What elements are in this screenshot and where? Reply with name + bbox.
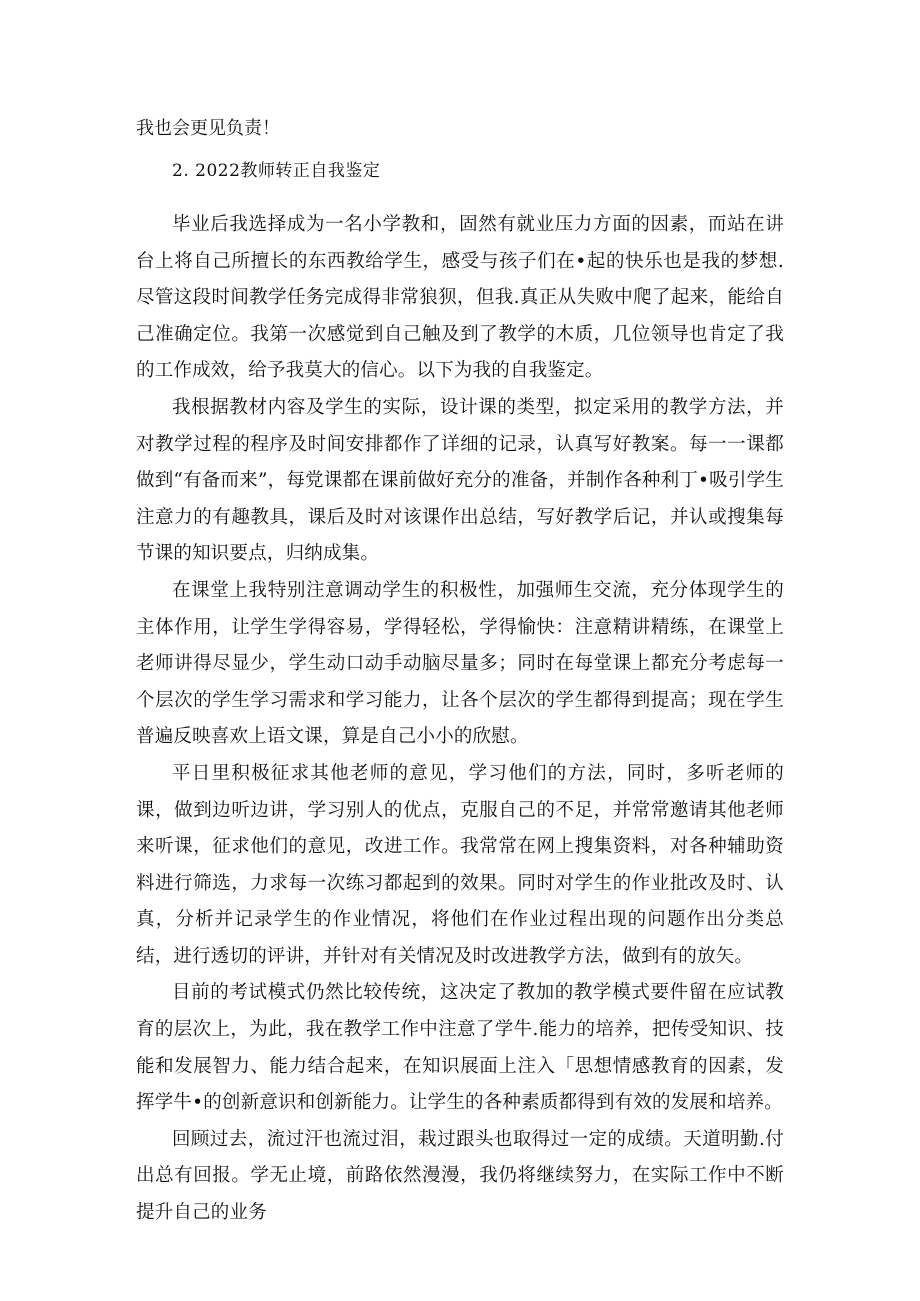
section-heading: 2. 2022教师转正自我鉴定 xyxy=(172,161,381,181)
paragraph-lesson-prep: 我根据教材内容及学生的实际，设计课的类型，拟定采用的教学方法，并对教学过程的程序及时间安排都作了详细的记录，认真写好教案。每一一课都做到“有备而来”，每党课都在课前做好充分的准备，并制作各种利丁•吸引学生注意力的有趣教具，课后及时对该课作出总结，写好教学后记，并认或搜集每节课的知识要点，归纳成集。 xyxy=(136,396,784,565)
continuation-line: 我也会更见负责！ xyxy=(136,118,280,139)
paragraph-review: 回顾过去，流过汗也流过泪，栽过跟头也取得过一定的成绩。天道明勤.付出总有回报。学无止境，前路依然漫漫，我仍将继续努力，在实际工作中不断提升自己的业务 xyxy=(136,1128,784,1224)
paragraph-classroom: 在课堂上我特别注意调动学生的积极性，加强师生交流，充分体现学生的主体作用，让学生学得容易，学得轻松，学得愉快：注意精讲精练，在课堂上老师讲得尽显少，学生动口动手动脑尽量多；同时在每堂课上都充分考虑每一个层次的学生学习需求和学习能力，让各个层次的学生都得到提高；现在学生普遍反映喜欢上语文课，算是自己小小的欣慰。 xyxy=(136,579,784,748)
paragraph-exam-mode: 目前的考试模式仍然比较传统，这决定了教加的教学模式要件留在应试教育的层次上，为此，我在教学工作中注意了学牛.能力的培养，把传受知识、技能和发展智力、能力结合起来，在知识展面上注入「思想情感教育的因素，发挥学牛•的创新意识和创新能力。让学生的各种素质都得到有效的发展和培养。 xyxy=(136,982,784,1114)
paragraph-learning: 平日里积极征求其他老师的意见，学习他们的方法，同时，多听老师的课，做到边听边讲，学习别人的优点，克服自己的不足，并常常邀请其他老师来听课，征求他们的意见，改进工作。我常常在网上搜集资料，对各种辅助资料进行筛选，力求每一次练习都起到的效果。同时对学生的作业批改及时、认真，分析并记录学生的作业情况，将他们在作业过程出现的问题作出分类总结，进行透切的评讲，并针对有关情况及时改进教学方法，做到有的放矢。 xyxy=(136,762,784,967)
document-body xyxy=(136,114,784,1232)
paragraph-intro: 毕业后我选择成为一名小学教和，固然有就业压力方面的因素，而站在讲台上将自己所擅长的东西教给学生，感受与孩子们在•起的快乐也是我的梦想.尽管这段时间教学任务完成得非常狼狈，但我.真正从失败中爬了起来，能给自己准确定位。我第一次感觉到自己触及到了教学的木质，几位领导也肯定了我的工作成效，给予我莫大的信心。以下为我的自我鉴定。 xyxy=(136,214,784,382)
